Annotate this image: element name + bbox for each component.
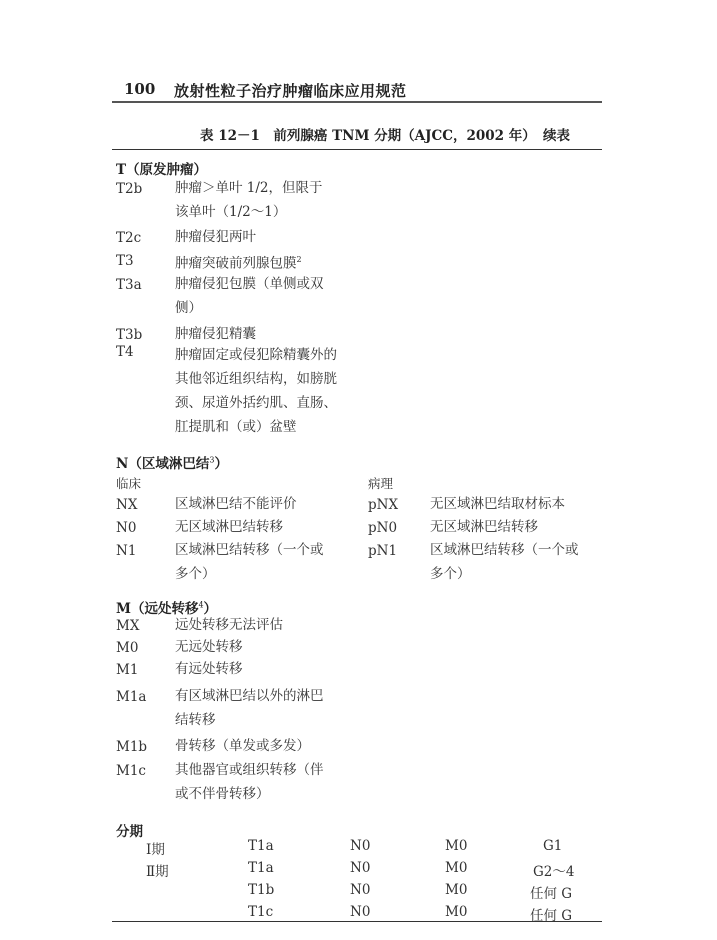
t-code: T2b <box>116 181 143 197</box>
header-rule <box>112 101 602 103</box>
t-description: 肿瘤侵犯两叶 <box>175 229 256 245</box>
n-description: 区域淋巴结不能评价 <box>175 496 297 512</box>
n-section-title: N（区域淋巴结$^3$） <box>116 455 228 472</box>
m-description: 骨转移（单发或多发） <box>175 738 310 754</box>
table-continued-note: 续表 <box>543 128 570 144</box>
table-top-rule <box>112 149 602 150</box>
staging-title: 分期 <box>116 824 143 840</box>
pn-code: pNX <box>368 497 399 513</box>
stage-m: M0 <box>445 882 468 898</box>
stage-n: N0 <box>350 882 371 898</box>
n-code: N0 <box>116 520 137 536</box>
stage-n: N0 <box>350 838 371 854</box>
t-section-title: T（原发肿瘤） <box>116 162 208 178</box>
n-description: 区域淋巴结转移（一个或 多个） <box>175 542 324 582</box>
page-number: 100 <box>124 80 156 98</box>
n-code: N1 <box>116 543 137 559</box>
n-code: NX <box>116 497 138 513</box>
stage-t: T1c <box>248 904 274 920</box>
t-code: T3b <box>116 327 143 343</box>
m-description: 有区域淋巴结以外的淋巴 结转移 <box>175 688 324 728</box>
table-bottom-rule <box>112 921 602 922</box>
book-title: 放射性粒子治疗肿瘤临床应用规范 <box>174 82 407 100</box>
t-description: 肿瘤突破前列腺包膜$^2$ <box>175 255 302 272</box>
m-description: 其他器官或组织转移（伴 或不伴骨转移） <box>175 762 324 802</box>
pn-description: 无区域淋巴结取材标本 <box>430 496 565 512</box>
m-code: M1 <box>116 662 139 678</box>
pathology-label: 病理 <box>368 476 394 491</box>
n-description: 无区域淋巴结转移 <box>175 519 283 535</box>
m-code: M1c <box>116 763 146 779</box>
m-section-title: M（远处转移$^4$） <box>116 600 218 617</box>
stage-g: G1 <box>543 838 563 854</box>
stage-g: 任何 G <box>530 886 573 902</box>
m-description: 无远处转移 <box>175 639 243 655</box>
t-code: T2c <box>116 230 142 246</box>
t-description: 肿瘤侵犯精囊 <box>175 326 256 342</box>
stage-g: G2～4 <box>533 864 575 880</box>
pn-code: pN0 <box>368 520 398 536</box>
t-description: 肿瘤侵犯包膜（单侧或双 侧） <box>175 276 324 316</box>
stage-m: M0 <box>445 860 468 876</box>
stage-n: N0 <box>350 860 371 876</box>
stage-m: M0 <box>445 904 468 920</box>
m-code: M1b <box>116 739 148 755</box>
m-description: 远处转移无法评估 <box>175 617 283 633</box>
pn-description: 区域淋巴结转移（一个或 多个） <box>430 542 579 582</box>
stage-n: N0 <box>350 904 371 920</box>
stage-g: 任何 G <box>530 908 573 924</box>
m-code: M1a <box>116 689 147 705</box>
clinical-label: 临床 <box>116 476 142 491</box>
m-description: 有远处转移 <box>175 661 243 677</box>
t-code: T3 <box>116 253 134 269</box>
stage-label: Ⅰ期 <box>146 842 165 858</box>
pn-code: pN1 <box>368 543 398 559</box>
t-description: 肿瘤＞单叶 1/2，但限于 该单叶（1/2～1） <box>175 180 323 220</box>
t-description: 肿瘤固定或侵犯除精囊外的 其他邻近组织结构，如膀胱 颈、尿道外括约肌、直肠、 肛提肌和（或）盆壁 <box>175 347 337 435</box>
stage-label: Ⅱ期 <box>146 864 169 880</box>
stage-t: T1b <box>248 882 275 898</box>
stage-m: M0 <box>445 838 468 854</box>
pn-description: 无区域淋巴结转移 <box>430 519 538 535</box>
m-code: MX <box>116 618 140 634</box>
m-code: M0 <box>116 640 139 656</box>
t-code: T4 <box>116 344 134 360</box>
table-title: 表 12－1 前列腺癌 TNM 分期（AJCC，2002 年） <box>200 128 536 144</box>
stage-t: T1a <box>248 838 274 854</box>
t-code: T3a <box>116 277 142 293</box>
stage-t: T1a <box>248 860 274 876</box>
